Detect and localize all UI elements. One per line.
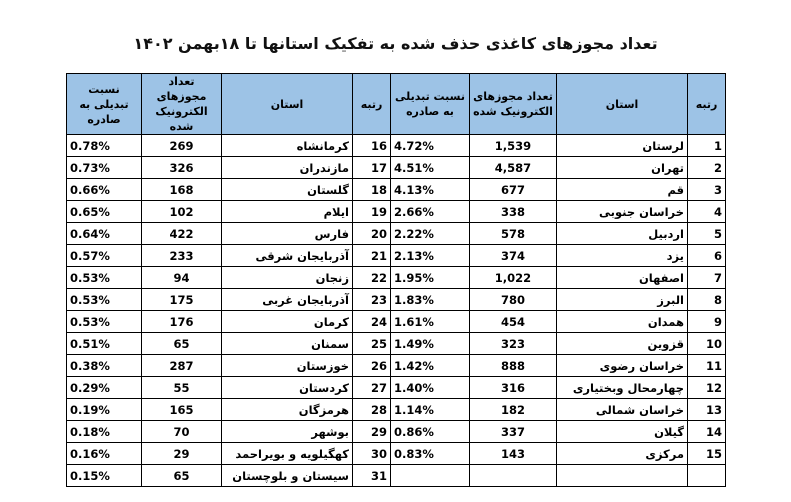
right-province-cell: خراسان رضوی — [557, 355, 688, 377]
left-province-cell: کرمان — [222, 311, 353, 333]
left-count-cell: 29 — [142, 443, 222, 465]
right-ratio-cell: 1.49% — [391, 333, 470, 355]
left-rank-cell: 30 — [353, 443, 391, 465]
right-ratio-cell: 1.95% — [391, 267, 470, 289]
table-row — [67, 289, 726, 311]
left-province-cell: کردستان — [222, 377, 353, 399]
left-ratio-cell: 0.19% — [67, 399, 142, 421]
right-count-cell: 182 — [470, 399, 557, 421]
right-count-cell: 374 — [470, 245, 557, 267]
right-ratio-cell: 1.61% — [391, 311, 470, 333]
right-ratio-cell: 4.13% — [391, 179, 470, 201]
table-row — [67, 157, 726, 179]
right-ratio-cell: 4.51% — [391, 157, 470, 179]
left-rank-cell: 25 — [353, 333, 391, 355]
right-province-cell: اصفهان — [557, 267, 688, 289]
table-header-row — [67, 74, 726, 135]
left-count-cell: 65 — [142, 465, 222, 487]
right-ratio-cell: 1.40% — [391, 377, 470, 399]
right-rank-cell: 12 — [688, 377, 726, 399]
right-count-cell: 677 — [470, 179, 557, 201]
left-rank-cell: 27 — [353, 377, 391, 399]
right-empty-cell — [557, 465, 688, 487]
right-province-cell: یزد — [557, 245, 688, 267]
right-rank-cell: 10 — [688, 333, 726, 355]
right-ratio-cell: 2.13% — [391, 245, 470, 267]
left-ratio-cell: 0.53% — [67, 311, 142, 333]
left-count-cell: 176 — [142, 311, 222, 333]
right-ratio-cell: 1.83% — [391, 289, 470, 311]
right-province-cell: قزوین — [557, 333, 688, 355]
header-ratio: نسبت تبدیلی به صادره — [391, 74, 470, 135]
right-rank-cell: 3 — [688, 179, 726, 201]
left-ratio-cell: 0.53% — [67, 267, 142, 289]
table-row — [67, 421, 726, 443]
left-province-cell: کهگیلویه و بویراحمد — [222, 443, 353, 465]
right-province-cell: خراسان جنوبی — [557, 201, 688, 223]
header-province: استان — [222, 74, 353, 135]
left-ratio-cell: 0.38% — [67, 355, 142, 377]
table-row — [67, 223, 726, 245]
header-count: تعداد مجوزهای الکترونیک شده — [142, 74, 222, 135]
right-ratio-cell: 0.86% — [391, 421, 470, 443]
left-rank-cell: 26 — [353, 355, 391, 377]
left-province-cell: زنجان — [222, 267, 353, 289]
left-rank-cell: 18 — [353, 179, 391, 201]
province-permits-table — [66, 73, 726, 487]
left-ratio-cell: 0.18% — [67, 421, 142, 443]
right-rank-cell: 7 — [688, 267, 726, 289]
right-ratio-cell: 2.66% — [391, 201, 470, 223]
table-row — [67, 201, 726, 223]
right-empty-cell — [688, 465, 726, 487]
left-province-cell: هرمزگان — [222, 399, 353, 421]
left-rank-cell: 17 — [353, 157, 391, 179]
left-count-cell: 55 — [142, 377, 222, 399]
right-count-cell: 338 — [470, 201, 557, 223]
left-ratio-cell: 0.78% — [67, 135, 142, 157]
right-province-cell: تهران — [557, 157, 688, 179]
left-province-cell: سیستان و بلوچستان — [222, 465, 353, 487]
right-rank-cell: 9 — [688, 311, 726, 333]
right-empty-cell — [391, 465, 470, 487]
right-province-cell: لرستان — [557, 135, 688, 157]
right-count-cell: 578 — [470, 223, 557, 245]
right-count-cell: 1,539 — [470, 135, 557, 157]
right-rank-cell: 5 — [688, 223, 726, 245]
table-row — [67, 465, 726, 487]
left-ratio-cell: 0.16% — [67, 443, 142, 465]
table-row — [67, 333, 726, 355]
left-ratio-cell: 0.73% — [67, 157, 142, 179]
right-province-cell: مرکزی — [557, 443, 688, 465]
right-province-cell: خراسان شمالی — [557, 399, 688, 421]
right-ratio-cell: 4.72% — [391, 135, 470, 157]
left-ratio-cell: 0.29% — [67, 377, 142, 399]
left-province-cell: سمنان — [222, 333, 353, 355]
left-rank-cell: 21 — [353, 245, 391, 267]
right-ratio-cell: 2.22% — [391, 223, 470, 245]
left-count-cell: 175 — [142, 289, 222, 311]
left-ratio-cell: 0.65% — [67, 201, 142, 223]
left-province-cell: گلستان — [222, 179, 353, 201]
table-row — [67, 355, 726, 377]
right-rank-cell: 8 — [688, 289, 726, 311]
left-province-cell: فارس — [222, 223, 353, 245]
left-count-cell: 102 — [142, 201, 222, 223]
left-province-cell: مازندران — [222, 157, 353, 179]
left-province-cell: آذربایجان غربی — [222, 289, 353, 311]
left-count-cell: 65 — [142, 333, 222, 355]
left-rank-cell: 16 — [353, 135, 391, 157]
right-province-cell: اردبیل — [557, 223, 688, 245]
left-count-cell: 326 — [142, 157, 222, 179]
right-rank-cell: 1 — [688, 135, 726, 157]
left-count-cell: 94 — [142, 267, 222, 289]
right-count-cell: 4,587 — [470, 157, 557, 179]
left-count-cell: 269 — [142, 135, 222, 157]
left-province-cell: خوزستان — [222, 355, 353, 377]
right-rank-cell: 14 — [688, 421, 726, 443]
right-count-cell: 316 — [470, 377, 557, 399]
left-rank-cell: 28 — [353, 399, 391, 421]
table-row — [67, 267, 726, 289]
left-ratio-cell: 0.15% — [67, 465, 142, 487]
page-title: تعداد مجوزهای کاغذی حذف شده به تفکیک استانها تا ۱۸بهمن ۱۴۰۲ — [133, 34, 658, 53]
right-ratio-cell: 1.42% — [391, 355, 470, 377]
table-row — [67, 377, 726, 399]
right-province-cell: البرز — [557, 289, 688, 311]
left-count-cell: 422 — [142, 223, 222, 245]
left-province-cell: آذربایجان شرقی — [222, 245, 353, 267]
table-row — [67, 245, 726, 267]
right-count-cell: 337 — [470, 421, 557, 443]
left-count-cell: 168 — [142, 179, 222, 201]
left-count-cell: 287 — [142, 355, 222, 377]
table-row — [67, 443, 726, 465]
right-province-cell: قم — [557, 179, 688, 201]
left-province-cell: ایلام — [222, 201, 353, 223]
table-row — [67, 311, 726, 333]
right-count-cell: 323 — [470, 333, 557, 355]
left-count-cell: 70 — [142, 421, 222, 443]
header-rank: رتبه — [688, 74, 726, 135]
left-province-cell: کرمانشاه — [222, 135, 353, 157]
left-rank-cell: 31 — [353, 465, 391, 487]
table-body — [67, 135, 726, 487]
left-rank-cell: 19 — [353, 201, 391, 223]
left-ratio-cell: 0.64% — [67, 223, 142, 245]
header-count: تعداد مجوزهای الکترونیک شده — [470, 74, 557, 135]
right-count-cell: 780 — [470, 289, 557, 311]
left-rank-cell: 23 — [353, 289, 391, 311]
left-count-cell: 233 — [142, 245, 222, 267]
left-ratio-cell: 0.66% — [67, 179, 142, 201]
right-count-cell: 143 — [470, 443, 557, 465]
left-rank-cell: 24 — [353, 311, 391, 333]
left-count-cell: 165 — [142, 399, 222, 421]
header-province: استان — [557, 74, 688, 135]
left-province-cell: بوشهر — [222, 421, 353, 443]
right-ratio-cell: 0.83% — [391, 443, 470, 465]
right-province-cell: چهارمحال وبختیاری — [557, 377, 688, 399]
right-count-cell: 454 — [470, 311, 557, 333]
right-rank-cell: 11 — [688, 355, 726, 377]
right-count-cell: 1,022 — [470, 267, 557, 289]
right-count-cell: 888 — [470, 355, 557, 377]
left-ratio-cell: 0.51% — [67, 333, 142, 355]
header-rank: رتبه — [353, 74, 391, 135]
left-rank-cell: 22 — [353, 267, 391, 289]
left-ratio-cell: 0.57% — [67, 245, 142, 267]
left-ratio-cell: 0.53% — [67, 289, 142, 311]
right-rank-cell: 15 — [688, 443, 726, 465]
right-rank-cell: 6 — [688, 245, 726, 267]
left-rank-cell: 20 — [353, 223, 391, 245]
table-row — [67, 399, 726, 421]
left-rank-cell: 29 — [353, 421, 391, 443]
right-province-cell: گیلان — [557, 421, 688, 443]
right-empty-cell — [470, 465, 557, 487]
right-province-cell: همدان — [557, 311, 688, 333]
header-ratio: نسبت تبدیلی به صادره — [67, 74, 142, 135]
right-ratio-cell: 1.14% — [391, 399, 470, 421]
table-row — [67, 135, 726, 157]
right-rank-cell: 2 — [688, 157, 726, 179]
right-rank-cell: 4 — [688, 201, 726, 223]
right-rank-cell: 13 — [688, 399, 726, 421]
table-row — [67, 179, 726, 201]
